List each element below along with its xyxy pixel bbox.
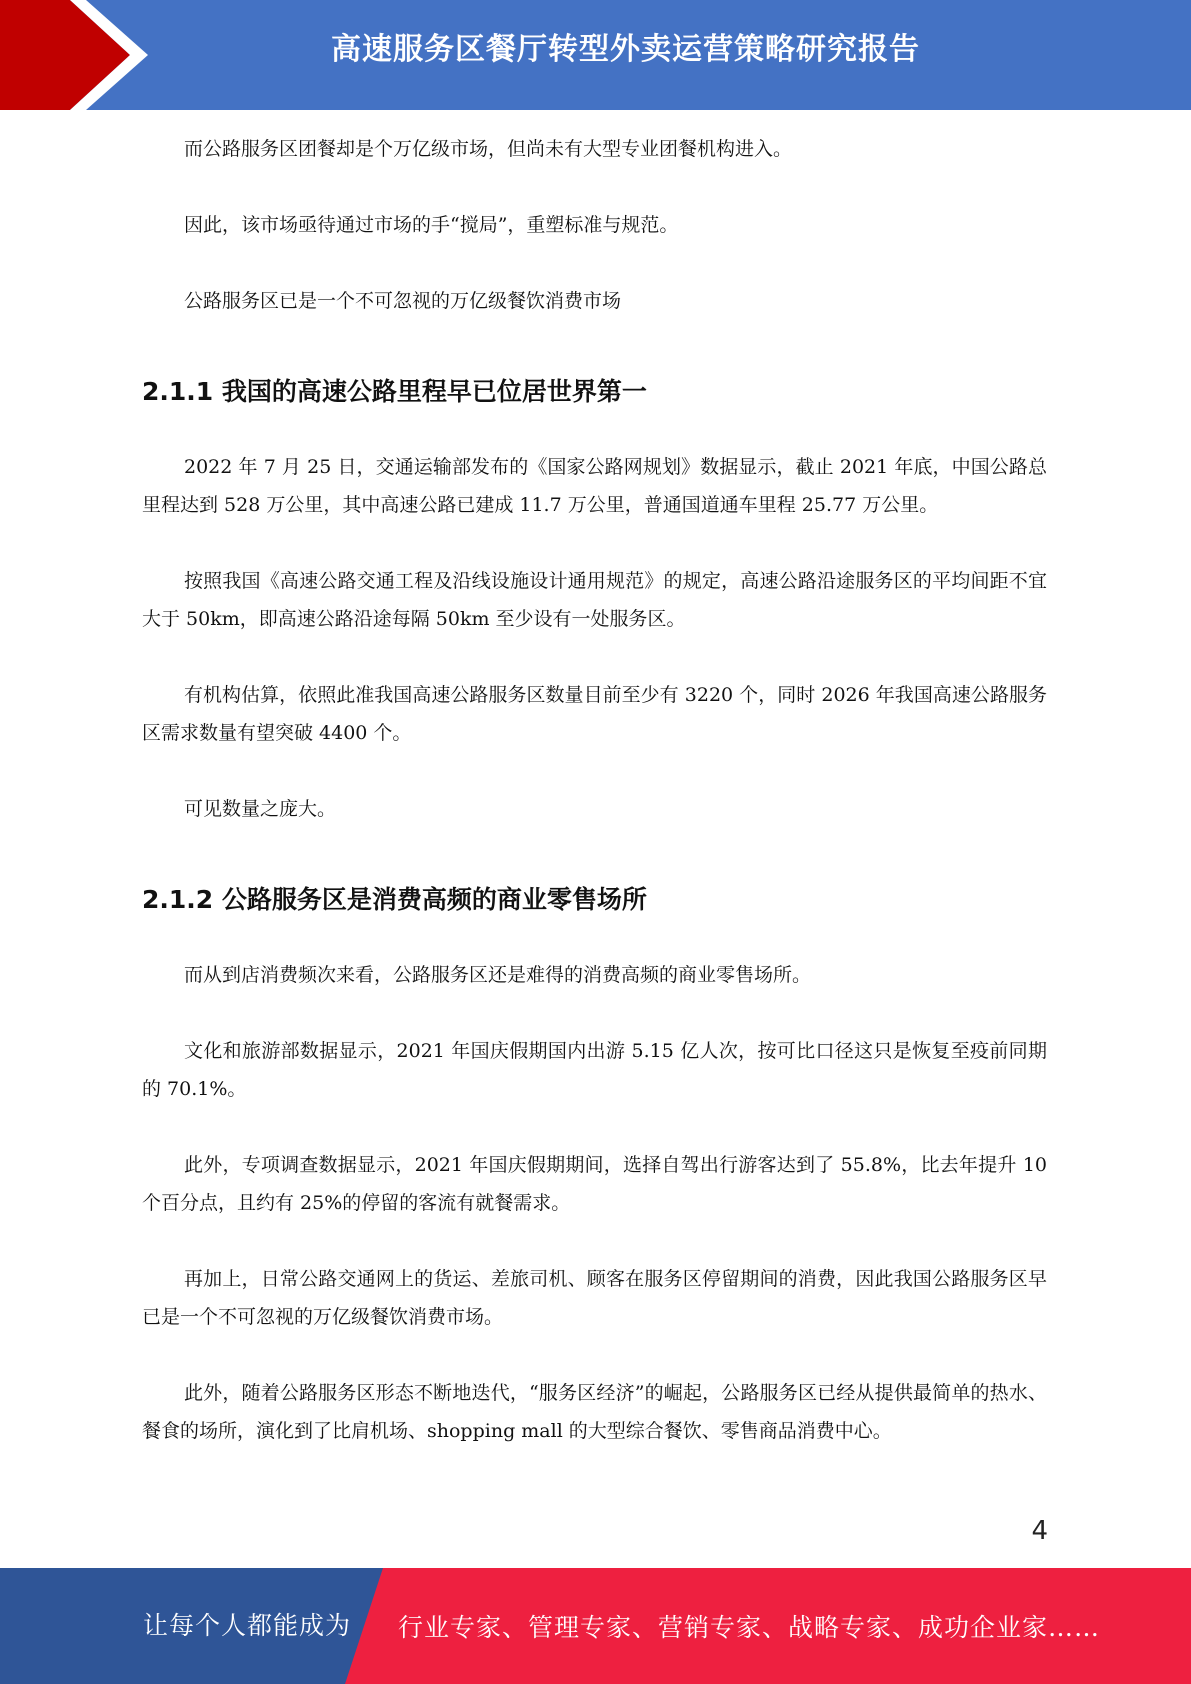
intro-paragraph-2: 因此，该市场亟待通过市场的手“搅局”，重塑标准与规范。 [184,214,679,236]
intro-paragraph-1: 而公路服务区团餐却是个万亿级市场，但尚未有大型专业团餐机构进入。 [184,138,793,160]
document-title: 高速服务区餐厅转型外卖运营策略研究报告 [331,32,920,67]
section-2-paragraph-2: 文化和旅游部数据显示，2021 年国庆假期国内出游 5.15 亿人次，按可比口径这只是恢复至疫前同期的 70.1%。 [142,1040,1047,1100]
section-1-paragraph-2: 按照我国《高速公路交通工程及沿线设施设计通用规范》的规定，高速公路沿途服务区的平均间距不宜大于 50km，即高速公路沿途每隔 50km 至少设有一处服务区。 [142,570,1047,630]
section-2-paragraph-3: 此外，专项调查数据显示，2021 年国庆假期期间，选择自驾出行游客达到了 55.8%，比去年提升 10 个百分点，且约有 25%的停留的客流有就餐需求。 [142,1154,1047,1214]
section-2-paragraph-4: 再加上，日常公路交通网上的货运、差旅司机、顾客在服务区停留期间的消费，因此我国公路服务区早已是一个不可忽视的万亿级餐饮消费市场。 [142,1268,1047,1328]
header-chevron-decoration [0,0,150,110]
page-footer [0,1568,1191,1684]
footer-slogan-left: 让每个人都能成为 [143,1611,352,1640]
section-heading-2-1-2: 2.1.2 公路服务区是消费高频的商业零售场所 [142,885,647,914]
document-body [142,130,1047,1488]
page-header [0,0,1191,110]
footer-slogan-right: 行业专家、管理专家、营销专家、战略专家、成功企业家…… [398,1613,1101,1642]
section-2-paragraph-1: 而从到店消费频次来看，公路服务区还是难得的消费高频的商业零售场所。 [184,964,812,986]
intro-paragraph-3: 公路服务区已是一个不可忽视的万亿级餐饮消费市场 [184,290,622,312]
section-2-paragraph-5: 此外，随着公路服务区形态不断地迭代，“服务区经济”的崛起，公路服务区已经从提供最简单的热水、餐食的场所，演化到了比肩机场、shopping mall 的大型综合餐饮、零售商品消费中心。 [142,1382,1047,1442]
page-number: 4 [1031,1516,1048,1546]
section-heading-2-1-1: 2.1.1 我国的高速公路里程早已位居世界第一 [142,377,647,406]
section-1-paragraph-1: 2022 年 7 月 25 日，交通运输部发布的《国家公路网规划》数据显示，截止 2021 年底，中国公路总里程达到 528 万公里，其中高速公路已建成 11.7 万公里，普通国道通车里程 25.77 万公里。 [142,456,1047,516]
section-1-paragraph-3: 有机构估算，依照此准我国高速公路服务区数量目前至少有 3220 个，同时 2026 年我国高速公路服务区需求数量有望突破 4400 个。 [142,684,1047,744]
section-1-paragraph-4: 可见数量之庞大。 [184,798,337,820]
